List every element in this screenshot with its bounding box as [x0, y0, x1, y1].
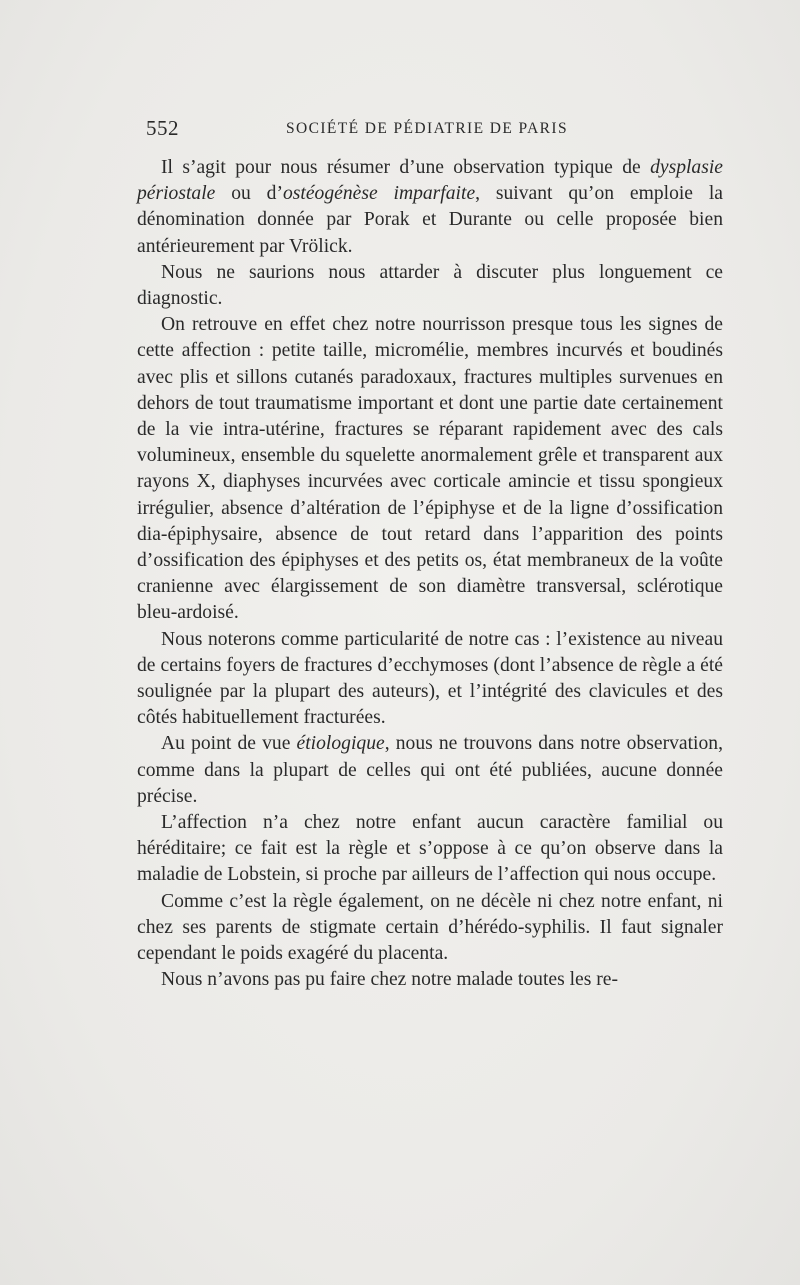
page-number: 552 — [146, 116, 179, 140]
italic-term: ostéogénèse imparfaite — [282, 183, 476, 205]
text-run: Nous noterons comme particularité de notre cas : l’existence au niveau de certains foyers de fractures d’ecchymoses (dont l’absence de règle a été soulignée par la plupart des auteurs), et l’intégrité des clavicules et des côtés habituellement fracturées. — [137, 628, 723, 729]
body-text — [137, 155, 723, 994]
paragraph — [137, 155, 723, 260]
paragraph — [137, 967, 723, 993]
text-run: Il s’agit pour nous résumer d’une observation typique de — [161, 157, 651, 178]
paragraph — [137, 810, 723, 889]
text-run: Nous ne saurions nous attarder à discuter plus longuement ce diagnostic. — [137, 261, 723, 310]
text-run: On retrouve en effet chez notre nourrisson presque tous les signes de cette affection : petite taille, micromélie, membres incurvés et boudinés avec plis et sillons cutanés paradoxaux, fractures multiples survenues en dehors de tout traumatisme important et dont une partie date certainement de la vie intra-utérine, fractures se réparant rapidement avec des cals volumineux, ensemble du squelette anormalement grêle et transparent aux rayons X, diaphyses incurvées avec corticale amincie et tissu spongieux irrégulier, absence d’altération de l’épiphyse et de la ligne d’ossification dia-épiphysaire, absence de tout retard dans l’apparition des points d’ossification des épiphyses et des petits os, état membraneux de la voûte cranienne avec élargissement de son diamètre transversal, sclérotique bleu-ardoisé. — [137, 314, 723, 624]
paragraph — [137, 889, 723, 968]
text-run: Nous n’avons pas pu faire chez notre malade toutes les re- — [161, 969, 619, 991]
paragraph — [137, 731, 723, 810]
text-run: L’affection n’a chez notre enfant aucun caractère familial ou héréditaire; ce fait est la règle et s’oppose à ce qu’on observe dans la maladie de Lobstein, si proche par ailleurs de l’affection qui nous occupe. — [137, 812, 723, 886]
italic-term: dysplasie périostale — [137, 157, 723, 205]
text-run: Comme c’est la règle également, on ne décèle ni chez notre enfant, ni chez ses parents de stigmate certain d’hérédo-syphilis. Il faut signaler cependant le poids exagéré du placenta. — [137, 890, 723, 965]
text-run: ou d’ — [215, 183, 283, 205]
text-run: , nous ne trouvons dans notre observation, comme dans la plupart de celles qui ont été publiées, aucune donnée précise. — [137, 733, 723, 807]
paragraph — [137, 627, 723, 732]
paragraph — [137, 312, 723, 626]
running-head — [146, 116, 586, 142]
paragraph — [137, 260, 723, 312]
text-run: Au point de vue — [161, 733, 297, 755]
text-run: , suivant qu’on emploie la dénomination donnée par Porak et Durante ou celle proposée bien antérieurement par Vrölick. — [137, 183, 723, 257]
journal-title: SOCIÉTÉ DE PÉDIATRIE DE PARIS — [286, 120, 569, 137]
italic-term: étiologique — [296, 733, 385, 755]
